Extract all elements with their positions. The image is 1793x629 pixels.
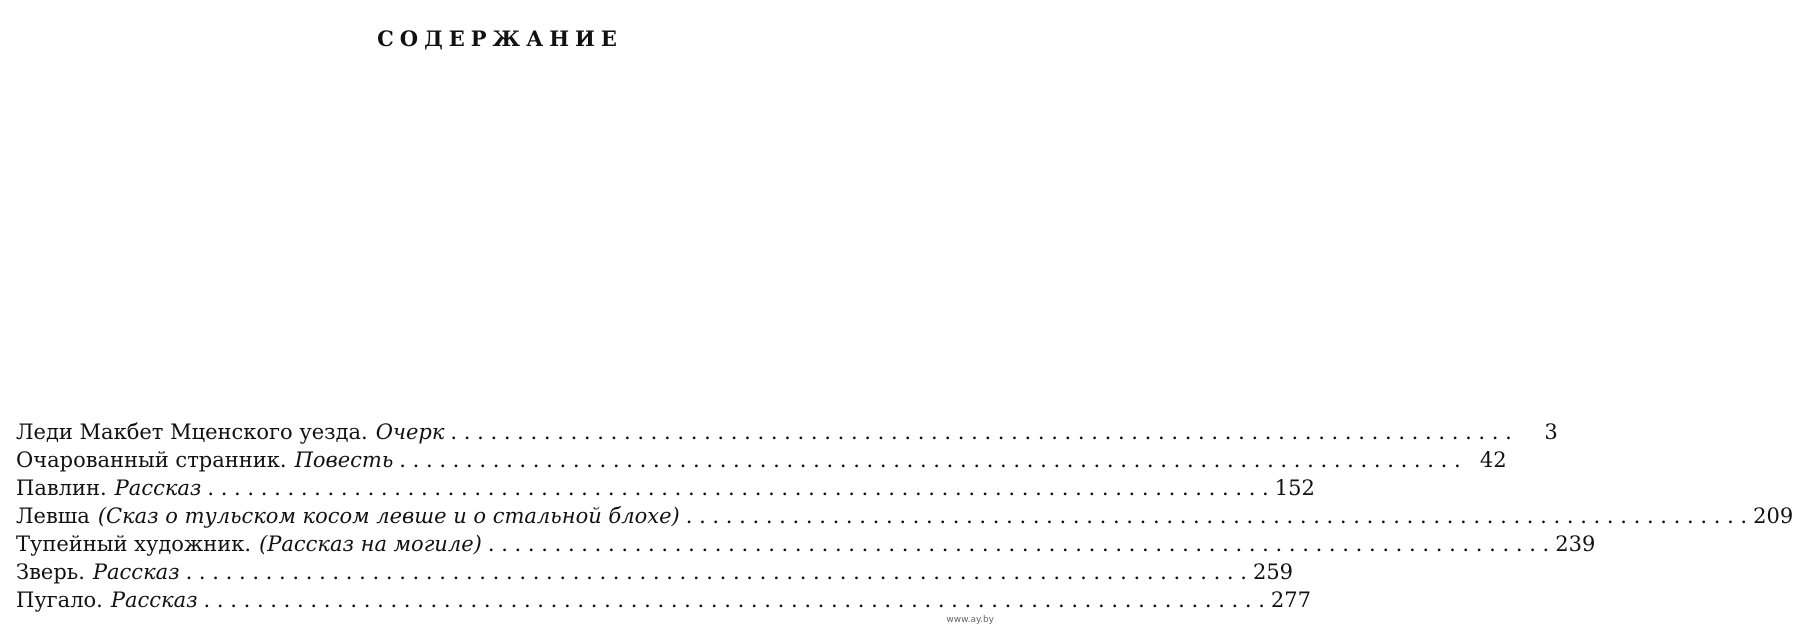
dot-leader: . . . . . . . . . . . . . . . . . . . . . . . . . . . . . . . . . . . . . . . . . . . . . . . . . . . . . . . . . . . . . . . . . . . . . . . . . . . . . . . . <box>399 448 1461 472</box>
page-title: СОДЕРЖАНИЕ <box>377 26 623 51</box>
toc-entry <box>16 418 1558 446</box>
toc-entry <box>16 474 1315 502</box>
toc-entry-page: 259 <box>1252 560 1294 584</box>
toc-entry-subtitle: Рассказ <box>114 476 202 500</box>
toc-entry-subtitle: (Сказ о тульском косом левше и о стальной блохе) <box>97 504 680 528</box>
toc-entry-title: Тупейный художник. <box>16 532 252 556</box>
toc-entry-page: 239 <box>1555 532 1596 556</box>
dot-leader: . . . . . . . . . . . . . . . . . . . . . . . . . . . . . . . . . . . . . . . . . . . . . . . . . . . . . . . . . . . . . . . . . . . . . . . . . . . . . . . . <box>487 532 1550 556</box>
toc-entry-title: Пугало. <box>16 588 103 612</box>
dot-leader: . . . . . . . . . . . . . . . . . . . . . . . . . . . . . . . . . . . . . . . . . . . . . . . . . . . . . . . . . . . . . . . . . . . . . . . . . . . . . . . . <box>203 588 1265 612</box>
toc-entry-page: 152 <box>1274 476 1315 500</box>
toc-entry-subtitle: Очерк <box>375 420 445 444</box>
dot-leader: . . . . . . . . . . . . . . . . . . . . . . . . . . . . . . . . . . . . . . . . . . . . . . . . . . . . . . . . . . . . . . . . . . . . . . . . . . . . . . . . <box>207 476 1269 500</box>
toc-entry <box>16 586 1312 614</box>
table-of-contents <box>16 418 1793 614</box>
toc-entry-subtitle: Повесть <box>294 448 394 472</box>
toc-entry-page: 3 <box>1544 420 1558 444</box>
toc-entry-page: 209 <box>1753 504 1793 528</box>
toc-entry-page: 277 <box>1270 588 1312 612</box>
toc-entry-title: Левша <box>16 504 90 528</box>
toc-entry <box>16 446 1507 474</box>
toc-entry-title: Зверь. <box>16 560 85 584</box>
toc-entry <box>16 558 1294 586</box>
toc-entry <box>16 530 1596 558</box>
toc-entry-title: Павлин. <box>16 476 107 500</box>
toc-entry-subtitle: Рассказ <box>110 588 198 612</box>
toc-entry-subtitle: (Рассказ на могиле) <box>259 532 482 556</box>
toc-entry-subtitle: Рассказ <box>92 560 180 584</box>
dot-leader: . . . . . . . . . . . . . . . . . . . . . . . . . . . . . . . . . . . . . . . . . . . . . . . . . . . . . . . . . . . . . . . . . . . . . . . . . . . . . . . . <box>450 420 1512 444</box>
dot-leader: . . . . . . . . . . . . . . . . . . . . . . . . . . . . . . . . . . . . . . . . . . . . . . . . . . . . . . . . . . . . . . . . . . . . . . . . . . . . . . . . <box>685 504 1748 528</box>
dot-leader: . . . . . . . . . . . . . . . . . . . . . . . . . . . . . . . . . . . . . . . . . . . . . . . . . . . . . . . . . . . . . . . . . . . . . . . . . . . . . . . . <box>185 560 1247 584</box>
toc-entry-page: 42 <box>1479 448 1507 472</box>
watermark: www.ay.by <box>946 615 994 625</box>
toc-entry-title: Очарованный странник. <box>16 448 287 472</box>
toc-entry <box>16 502 1793 530</box>
toc-entry-title: Леди Макбет Мценского уезда. <box>16 420 368 444</box>
